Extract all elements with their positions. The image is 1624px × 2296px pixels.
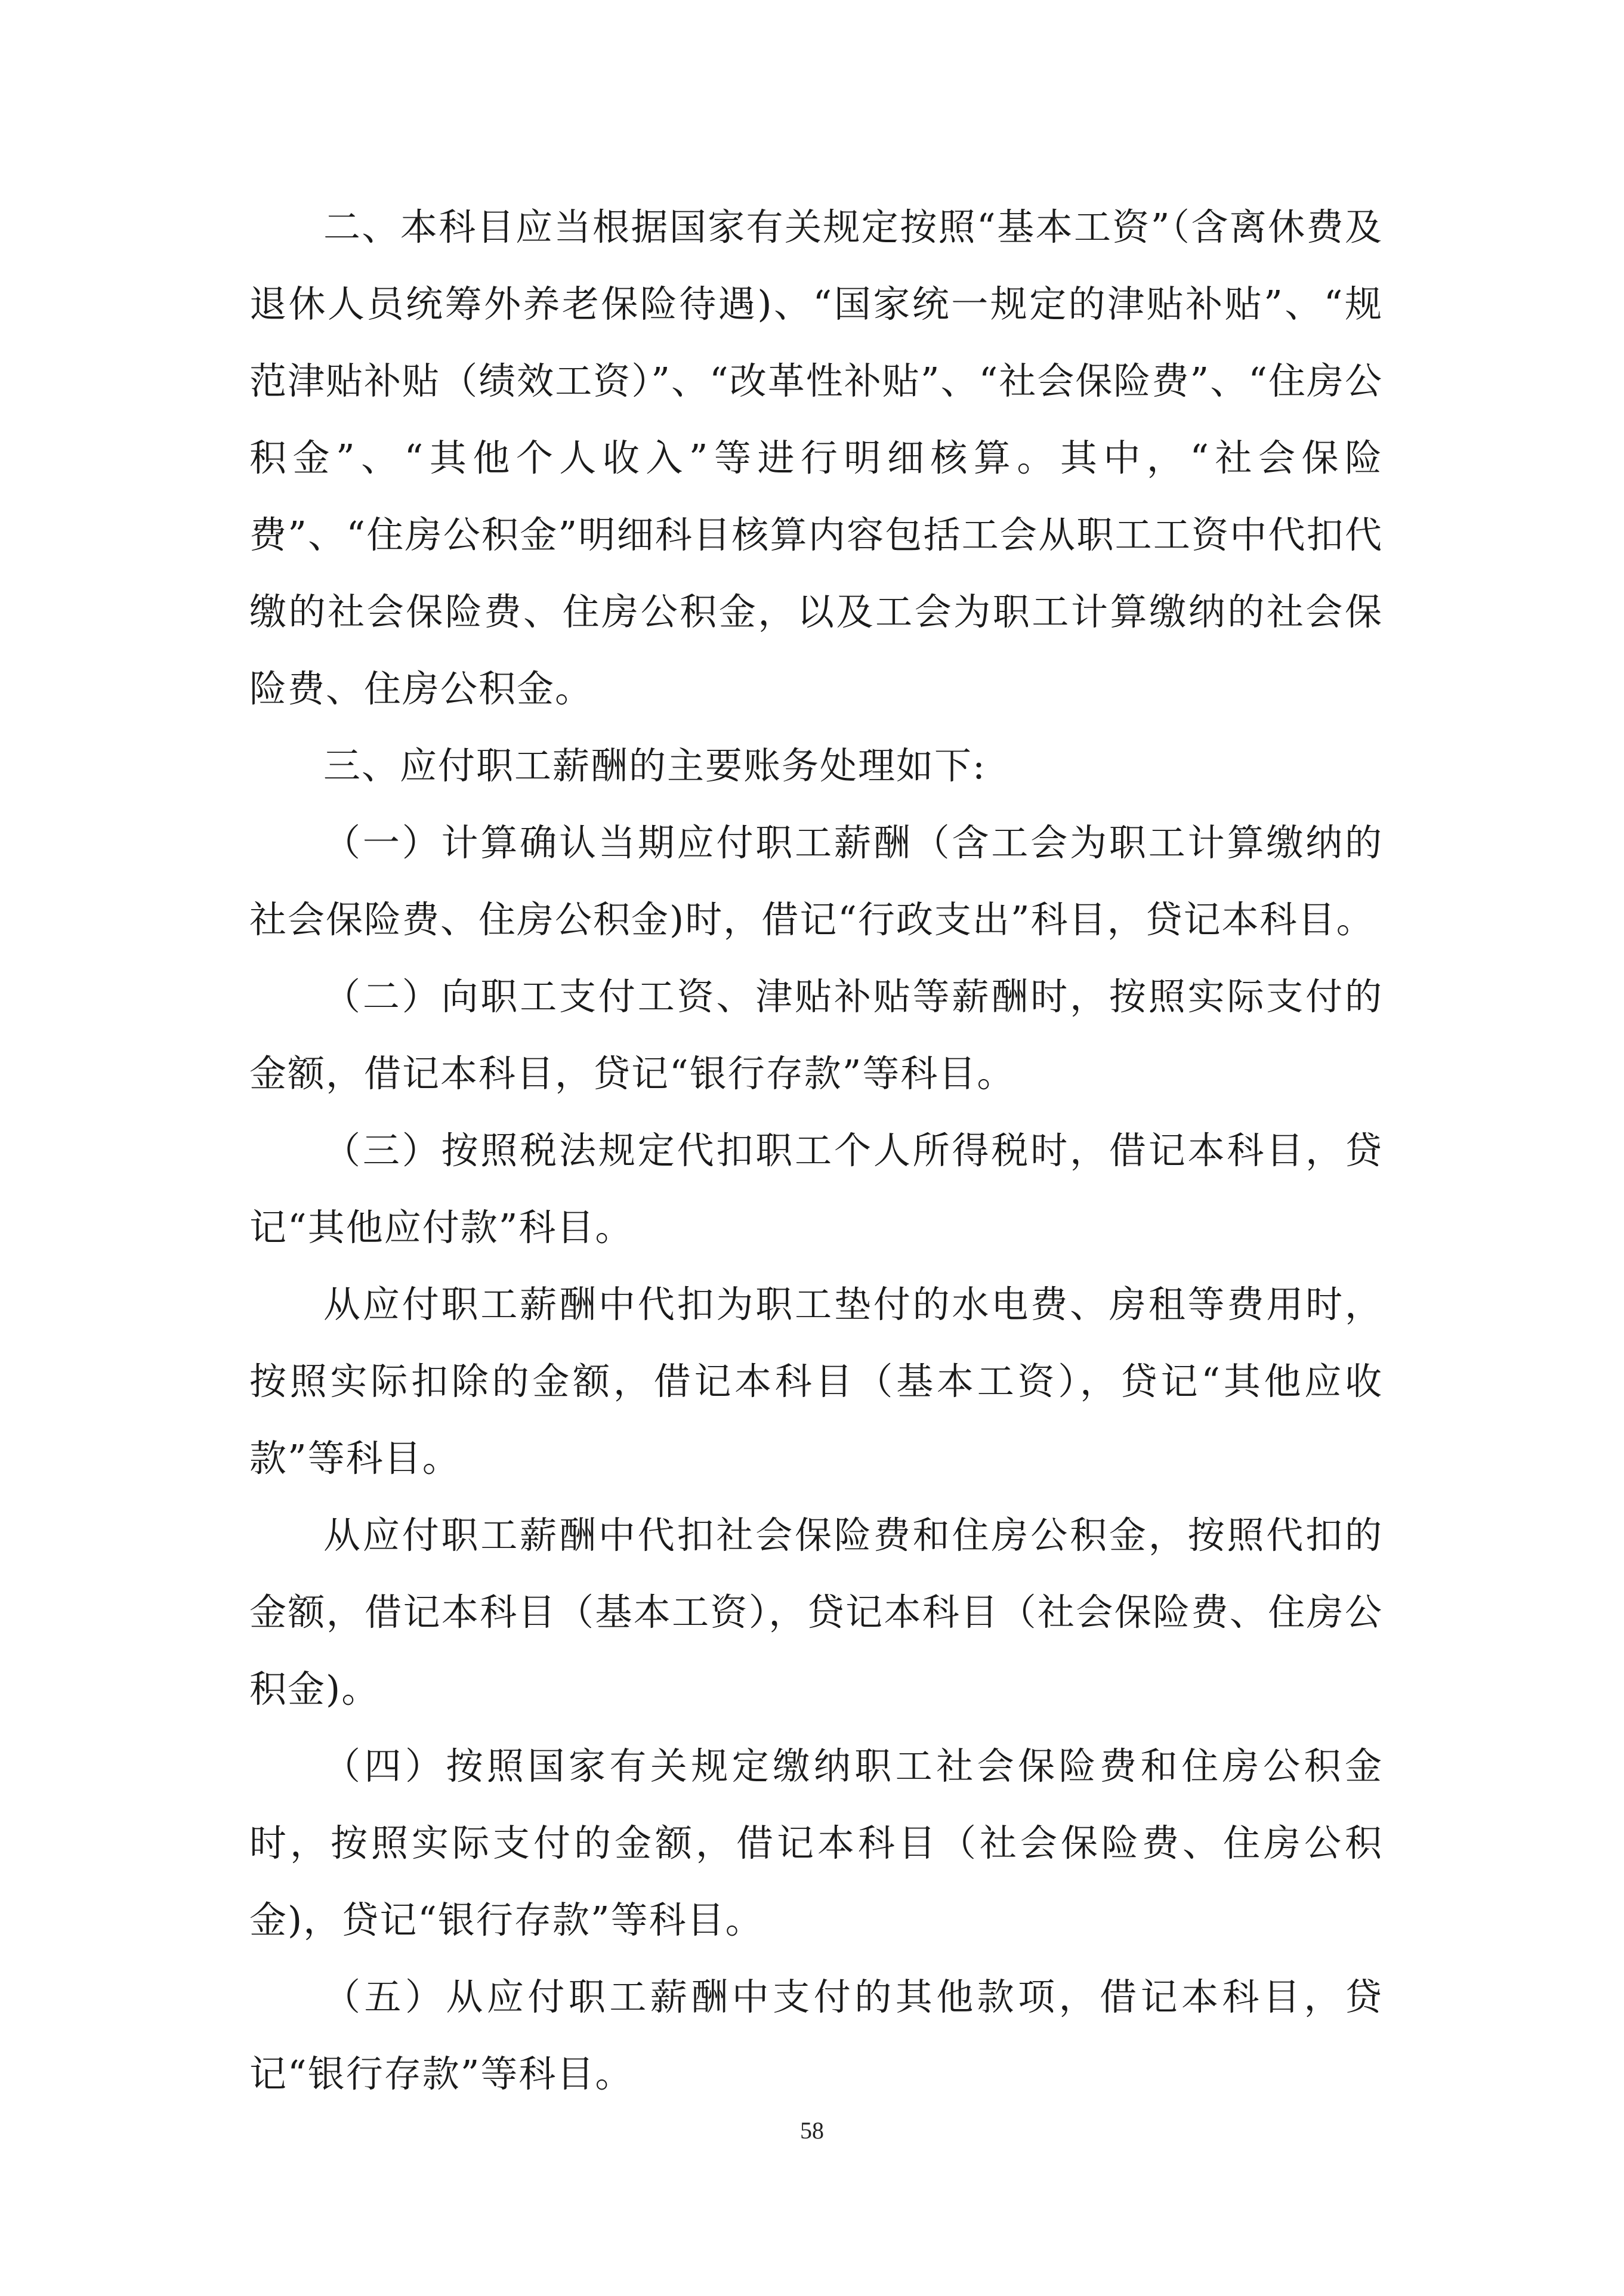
paragraph-section-3: 三、应付职工薪酬的主要账务处理如下: <box>323 744 986 787</box>
paragraph-item-5: （五）从应付职工薪酬中支付的其他款项，借记本科目，贷记“银行存款”等科目。 <box>249 1975 1383 2096</box>
paragraph-item-1: （一）计算确认当期应付职工薪酬（含工会为职工计算缴纳的社会保险费、住房公积金)时，借记“行政支出”科目，贷记本科目。 <box>249 821 1383 941</box>
paragraph-item-4: （四）按照国家有关规定缴纳职工社会保险费和住房公积金时，按照实际支付的金额，借记本科目（社会保险费、住房公积金)，贷记“银行存款”等科目。 <box>249 1744 1383 1942</box>
paragraph-item-3-sub-2: 从应付职工薪酬中代扣社会保险费和住房公积金，按照代扣的金额，借记本科目（基本工资），贷记本科目（社会保险费、住房公积金)。 <box>249 1513 1383 1711</box>
paragraph-item-3-sub-1: 从应付职工薪酬中代扣为职工垫付的水电费、房租等费用时，按照实际扣除的金额，借记本科目（基本工资），贷记“其他应收款”等科目。 <box>249 1283 1383 1480</box>
paragraph-section-2: 二、本科目应当根据国家有关规定按照“基本工资”（含离休费及退休人员统筹外养老保险待遇)、“国家统一规定的津贴补贴”、“规范津贴补贴（绩效工资）”、“改革性补贴”、“社会保险费”、“住房公积金”、“其他个人收入”等进行明细核算。其中，“社会保险费”、“住房公积金”明细科目核算内容包括工会从职工工资中代扣代缴的社会保险费、住房公积金，以及工会为职工计算缴纳的社会保险费、住房公积金。 <box>249 205 1383 710</box>
document-body <box>249 188 1383 2112</box>
paragraph-item-3: （三）按照税法规定代扣职工个人所得税时，借记本科目，贷记“其他应付款”科目。 <box>249 1129 1383 1249</box>
page-number: 58 <box>800 2117 824 2144</box>
paragraph-item-2: （二）向职工支付工资、津贴补贴等薪酬时，按照实际支付的金额，借记本科目，贷记“银行存款”等科目。 <box>249 975 1383 1095</box>
